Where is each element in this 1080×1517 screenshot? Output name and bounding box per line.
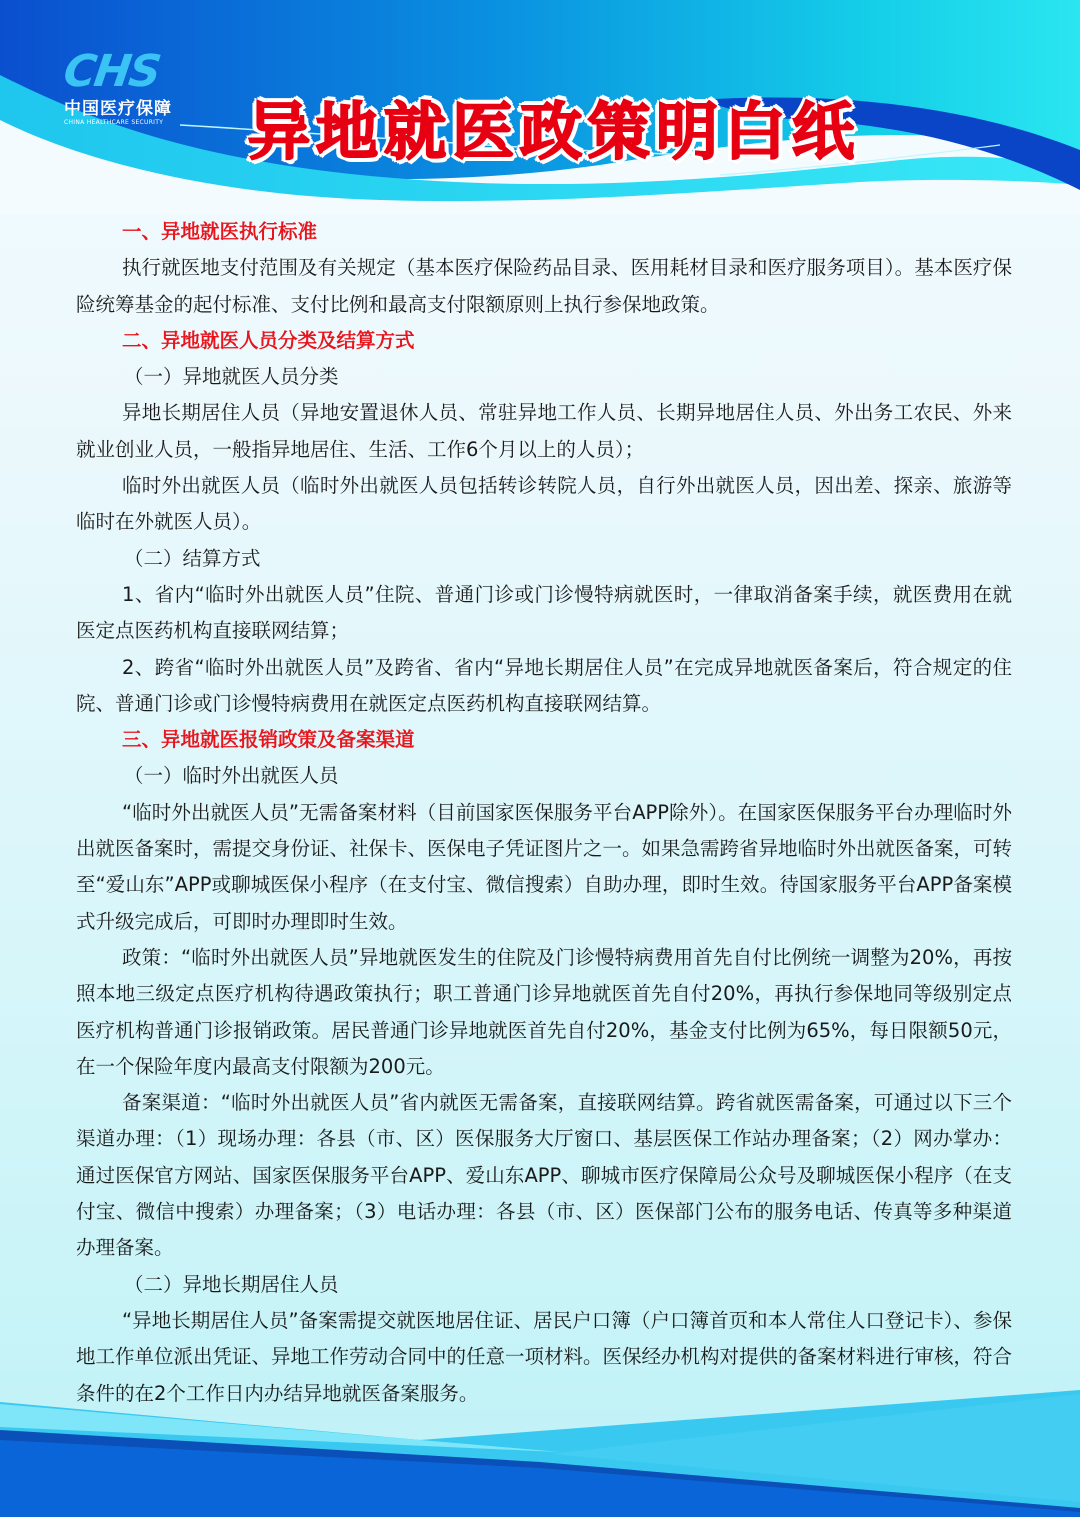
paragraph: 政策：“临时外出就医人员”异地就医发生的住院及门诊慢特病费用首先自付比例统一调整为20%，再按照本地三级定点医疗机构待遇政策执行；职工普通门诊异地就医首先自付20%，再执行参保地同等级别定点医疗机构普通门诊报销政策。居民普通门诊异地就医首先自付20%，基金支付比例为65%，每日限额50元，在一个保险年度内最高支付限额为200元。 (76, 945, 1012, 1078)
paragraph: 1、省内“临时外出就医人员”住院、普通门诊或门诊慢特病就医时，一律取消备案手续，就医费用在就医定点医药机构直接联网结算； (76, 582, 1012, 643)
subheading: （二）异地长期居住人员 (124, 1272, 339, 1296)
paragraph: 异地长期居住人员（异地安置退休人员、常驻异地工作人员、长期异地居住人员、外出务工农民、外来就业创业人员，一般指异地居住、生活、工作6个月以上的人员）； (76, 401, 1012, 461)
paragraph: 执行就医地支付范围及有关规定（基本医疗保险药品目录、医用耗材目录和医疗服务项目）。基本医疗保险统筹基金的起付标准、支付比例和最高支付限额原则上执行参保地政策。 (76, 256, 1012, 316)
section-heading-1: 一、异地就医执行标准 (122, 220, 318, 243)
section-heading-2: 二、异地就医人员分类及结算方式 (122, 328, 415, 352)
paragraph: 2、跨省“临时外出就医人员”及跨省、省内“异地长期居住人员”在完成异地就医备案后，符合规定的住院、普通门诊或门诊慢特病费用在就医定点医药机构直接联网结算。 (76, 655, 1012, 715)
chs-logo (60, 46, 188, 126)
page-title: 异地就医政策明白纸 (248, 95, 861, 168)
section-heading-3: 三、异地就医报销政策及备案渠道 (122, 728, 415, 752)
paragraph: 临时外出就医人员（临时外出就医人员包括转诊转院人员，自行外出就医人员，因出差、探亲、旅游等临时在外就医人员）。 (76, 474, 1012, 534)
paragraph: “临时外出就医人员”无需备案材料（目前国家医保服务平台APP除外）。在国家医保服务平台办理临时外出就医备案时，需提交身份证、社保卡、医保电子凭证图片之一。如果急需跨省异地临时外出就医备案，可转至“爱山东”APP或聊城医保小程序（在支付宝、微信搜索）自助办理，即时生效。待国家服务平台APP备案模式升级完成后，可即时办理即时生效。 (76, 800, 1013, 933)
logo-name-en: CHINA HEALTHCARE SECURITY (64, 119, 164, 126)
subheading: （一）异地就医人员分类 (124, 365, 339, 389)
document-body (76, 214, 1012, 1412)
chs-logo-mark: CHS (60, 46, 163, 97)
paragraph: 备案渠道：“临时外出就医人员”省内就医无需备案，直接联网结算。跨省就医需备案，可通过以下三个渠道办理：（1）现场办理：各县（市、区）医保服务大厅窗口、基层医保工作站办理备案；（2）网办掌办：通过医保官方网站、国家医保服务平台APP、爱山东APP、聊城市医疗保障局公众号及聊城医保小程序（在支付宝、微信中搜索）办理备案；（3）电话办理：各县（市、区）医保部门公布的服务电话、传真等多种渠道办理备案。 (76, 1091, 1012, 1260)
logo-name-cn: 中国医疗保障 (64, 99, 172, 119)
paragraph: “异地长期居住人员”备案需提交就医地居住证、居民户口簿（户口簿首页和本人常住人口登记卡）、参保地工作单位派出凭证、异地工作劳动合同中的任意一项材料。医保经办机构对提供的备案材料进行审核，符合条件的在2个工作日内办结异地就医备案服务。 (76, 1308, 1013, 1405)
subheading: （二）结算方式 (124, 546, 261, 570)
subheading: （一）临时外出就医人员 (124, 764, 339, 788)
